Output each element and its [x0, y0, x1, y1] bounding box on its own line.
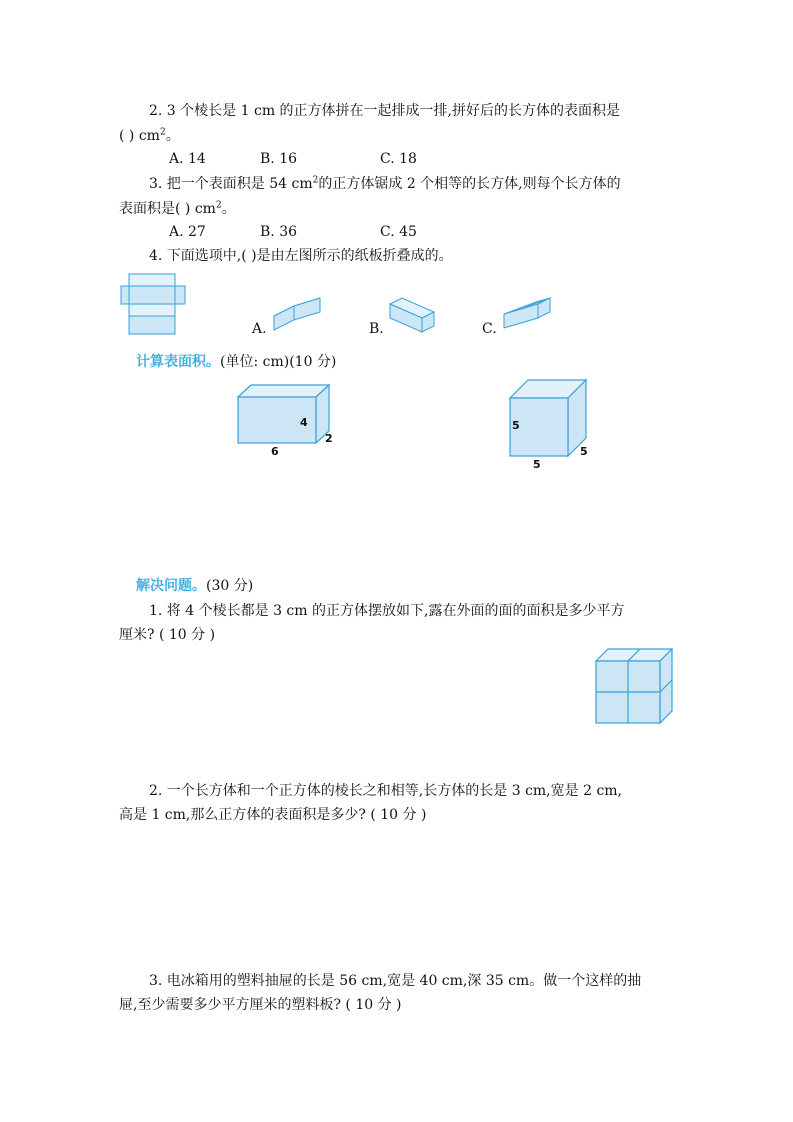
- cuboid-width-label: 2: [325, 432, 333, 445]
- q3-line1-a: 3. 把一个表面积是 54 cm: [149, 176, 313, 192]
- calc-section-note: (单位: cm)(10 分): [220, 354, 337, 370]
- q2-sup: 2: [159, 127, 166, 138]
- solve-section-title: 解决问题。: [136, 578, 206, 594]
- q3-line2-end: 。: [221, 201, 236, 217]
- p2-line2: 高是 1 cm,那么正方体的表面积是多少? ( 10 分 ): [119, 807, 427, 823]
- calc-section-title: 计算表面积。: [136, 354, 220, 370]
- option-a-box[interactable]: [272, 296, 322, 334]
- solve-section-note: (30 分): [206, 578, 254, 594]
- q3-option-c[interactable]: C. 45: [380, 224, 417, 240]
- q2-option-c[interactable]: C. 18: [380, 151, 417, 167]
- solve-section-heading: [136, 579, 253, 593]
- four-cubes-figure: [594, 647, 676, 725]
- q3-line2: [119, 202, 236, 216]
- q4-option-c[interactable]: C.: [482, 321, 497, 337]
- q2-option-a[interactable]: A. 14: [169, 151, 206, 167]
- cuboid-height-label: 4: [300, 416, 308, 429]
- q4-option-b[interactable]: B.: [369, 321, 384, 337]
- p2-line1: 2. 一个长方体和一个正方体的棱长之和相等,长方体的长是 3 cm,宽是 2 cm,: [149, 783, 623, 799]
- p1-line1: 1. 将 4 个棱长都是 3 cm 的正方体摆放如下,露在外面的面的面积是多少平方: [149, 603, 625, 619]
- cube-height-label: 5: [512, 419, 520, 432]
- q3-line1-b: 的正方体锯成 2 个相等的长方体,则每个长方体的: [318, 176, 621, 192]
- q4-option-a[interactable]: A.: [252, 321, 267, 337]
- cuboid-length-label: 6: [271, 445, 279, 458]
- option-b-box[interactable]: [388, 296, 438, 334]
- cuboid-figure: [236, 383, 336, 447]
- q2-blank[interactable]: ( ) cm: [119, 128, 160, 144]
- q2-line1: 2. 3 个棱长是 1 cm 的正方体拼在一起排成一排,拼好后的长方体的表面积是: [149, 103, 620, 119]
- q2-end: 。: [165, 128, 180, 144]
- q3-line1-sup: 2: [312, 175, 319, 186]
- q2-line2: [119, 129, 180, 143]
- q3-option-a[interactable]: A. 27: [169, 224, 206, 240]
- q4-text: 4. 下面选项中,( )是由左图所示的纸板折叠成的。: [149, 248, 453, 264]
- cube-figure: [508, 378, 588, 458]
- q2-option-b[interactable]: B. 16: [260, 151, 298, 167]
- q3-line1: [149, 177, 621, 191]
- cube-depth-label: 5: [580, 445, 588, 458]
- p3-line1: 3. 电冰箱用的塑料抽屉的长是 56 cm,宽是 40 cm,深 35 cm。做一个这样的抽: [149, 973, 642, 989]
- option-c-box[interactable]: [502, 296, 552, 334]
- cube-length-label: 5: [533, 458, 541, 471]
- q3-option-b[interactable]: B. 36: [260, 224, 298, 240]
- p1-line2: 厘米? ( 10 分 ): [119, 627, 216, 643]
- net-diagram: [119, 272, 189, 336]
- q3-line2-sup: 2: [215, 200, 222, 211]
- calc-section-heading: [136, 355, 336, 369]
- q3-blank[interactable]: 表面积是( ) cm: [119, 201, 216, 217]
- p3-line2: 屉,至少需要多少平方厘米的塑料板? ( 10 分 ): [119, 997, 402, 1013]
